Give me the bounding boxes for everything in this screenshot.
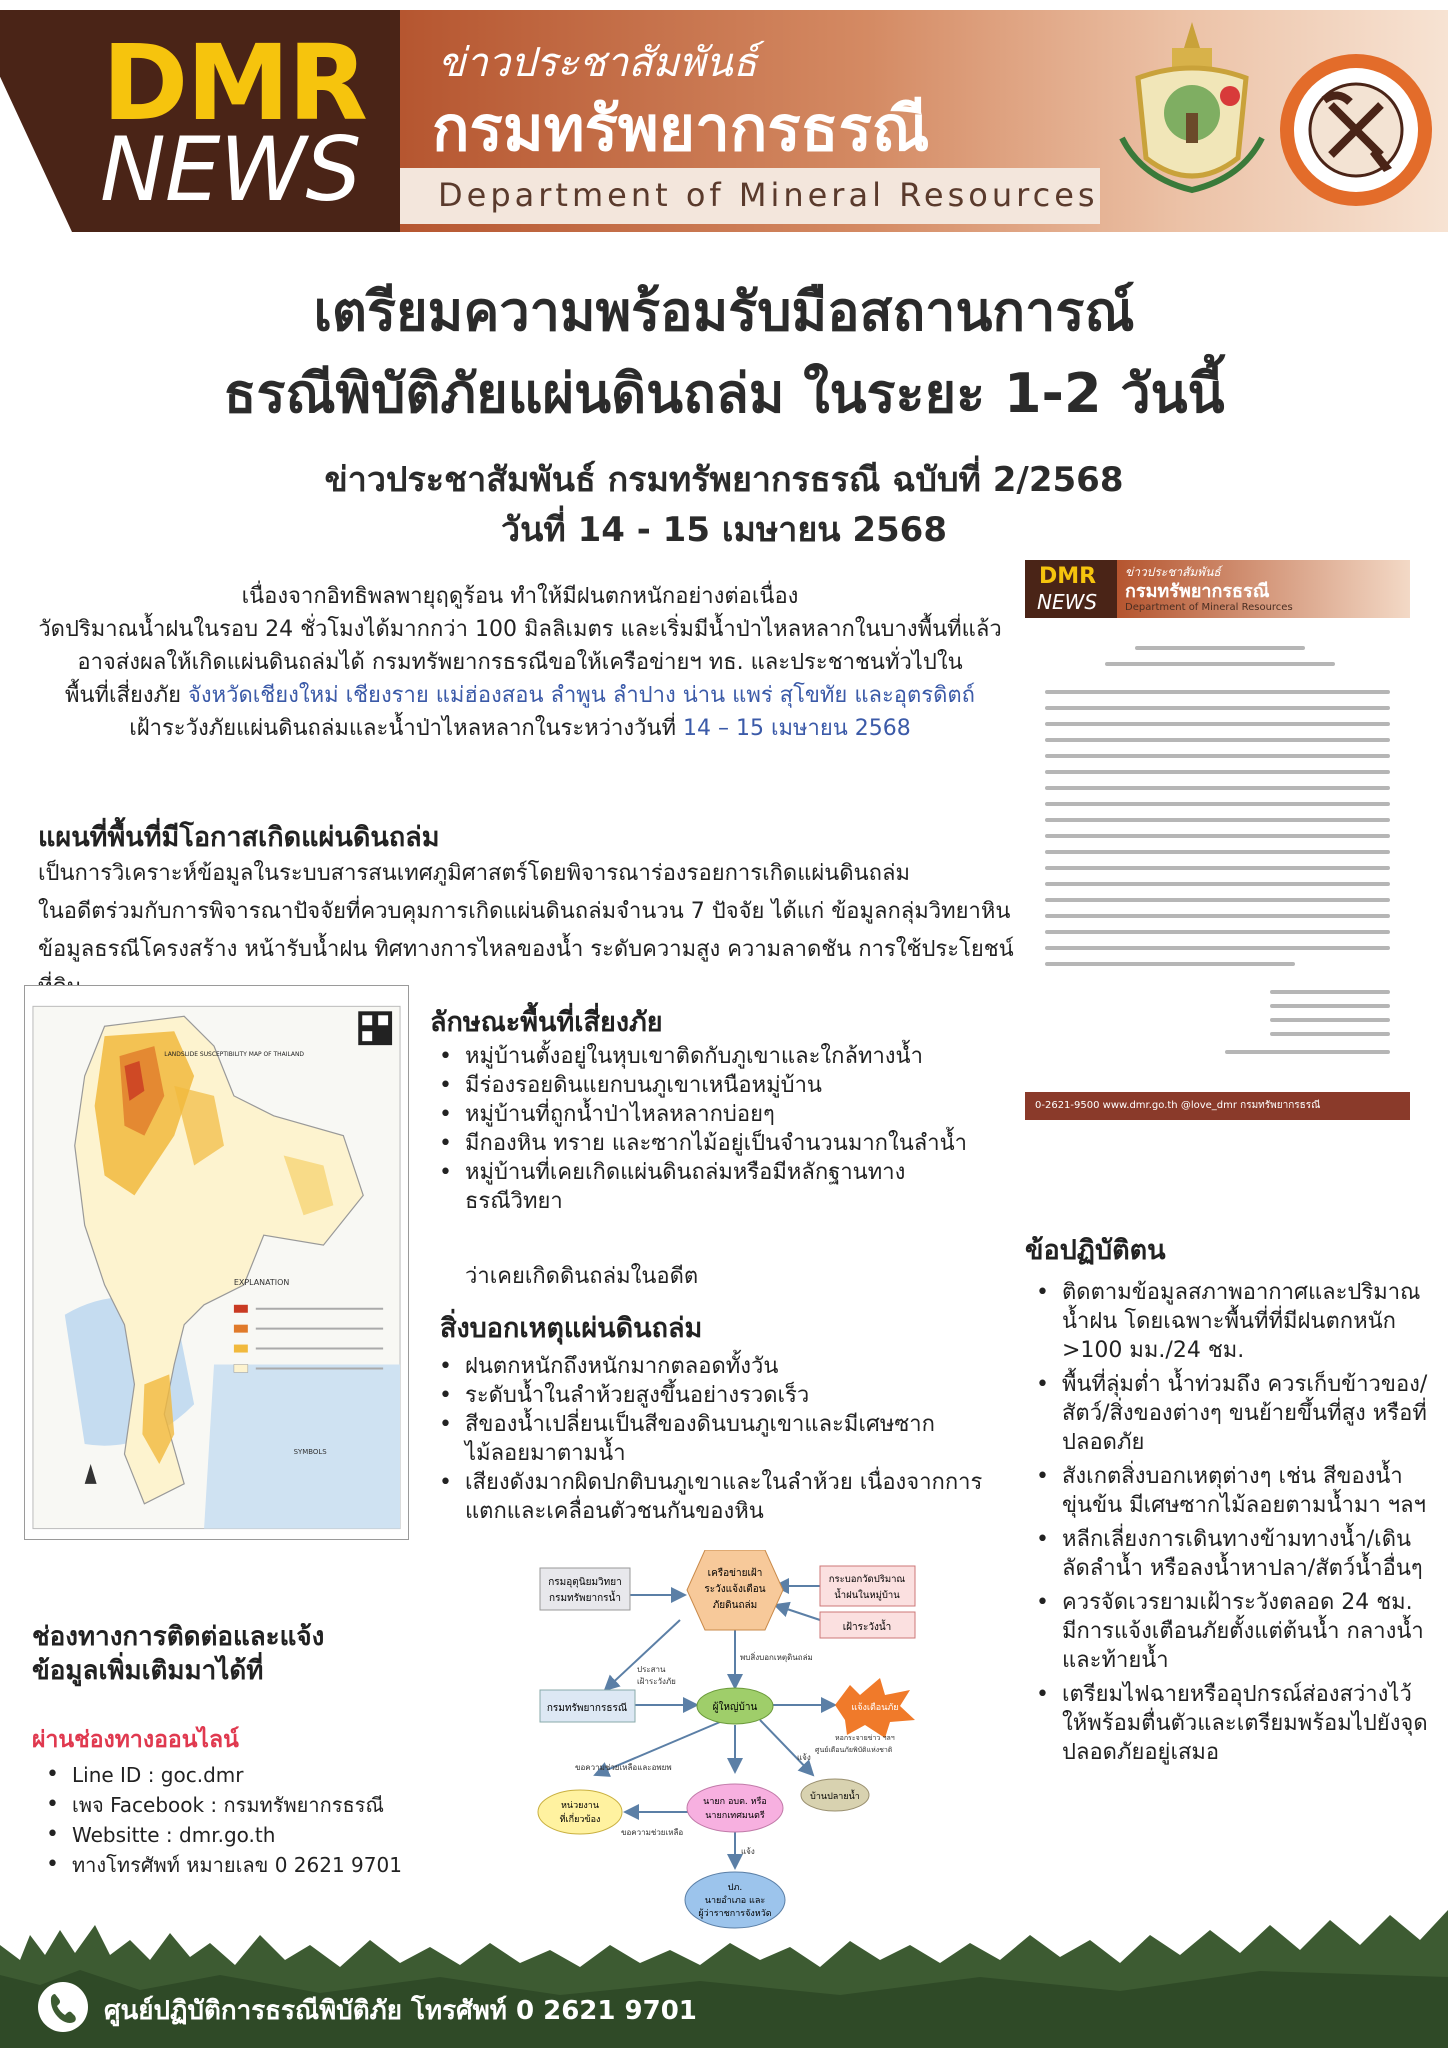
date-line: วันที่ 14 - 15 เมษายน 2568 [500,510,947,550]
thumbnail-text-line [1045,914,1390,918]
svg-text:นายก อบต. หรือ: นายก อบต. หรือ [703,1797,767,1807]
warning-signs-list [433,1352,993,1526]
svg-text:ผู้ว่าราชการจังหวัด: ผู้ว่าราชการจังหวัด [698,1909,772,1919]
thumbnail-text-line [1045,834,1390,838]
risk-areas-list [433,1042,988,1216]
safety-practice-heading: ข้อปฏิบัติตน [1025,1235,1166,1266]
contact-heading-line: ข้อมูลเพิ่มเติมมาได้ที่ [32,1656,264,1686]
flow-edge-label: ขอความช่วยเหลือและอพยพ [575,1763,672,1772]
svg-text:เครือข่ายเฝ้า: เครือข่ายเฝ้า [707,1568,763,1579]
svg-text:นายกเทศมนตรี: นายกเทศมนตรี [705,1811,765,1821]
map-title: LANDSLIDE SUSCEPTIBILITY MAP OF THAILAND [164,1051,305,1059]
svg-text:นายอำเภอ และ: นายอำเภอ และ [704,1896,766,1906]
list-item: • สังเกตสิ่งบอกเหตุต่างๆ เช่น สีของน้ำขุ่นข้น มีเศษซากไม้ลอยตามน้ำมา ฯลฯ [1030,1462,1430,1520]
svg-text:ระวังแจ้งเตือน: ระวังแจ้งเตือน [704,1584,766,1595]
flow-edge-label: แจ้ง [741,1847,755,1856]
svg-text:กรมอุตุนิยมวิทยา: กรมอุตุนิยมวิทยา [548,1577,622,1588]
thumbnail-text-line [1270,1004,1390,1008]
issue-line: ข่าวประชาสัมพันธ์ กรมทรัพยากรธรณี ฉบับที่ 2/2568 [324,460,1124,500]
main-title-line-1: เตรียมความพร้อมรับมือสถานการณ์ [313,280,1135,343]
flow-node-met-dept [540,1568,630,1610]
list-item: • มีร่องรอยดินแยกบนภูเขาเหนือหมู่บ้าน [433,1071,988,1100]
thumbnail-text-line [1045,930,1390,934]
list-item: • หมู่บ้านที่เคยเกิดแผ่นดินถล่มหรือมีหลักฐานทางธรณีวิทยา [433,1158,988,1216]
list-item: • ควรจัดเวรยามเฝ้าระวังตลอด 24 ชม. มีการแจ้งเตือนภัยตั้งแต่ต้นน้ำ กลางน้ำ และท้ายน้ำ [1030,1588,1430,1675]
thumbnail-text-line [1045,754,1390,758]
thumbnail-text-line [1045,866,1390,870]
list-item: • ติดตามข้อมูลสภาพอากาศและปริมาณน้ำฝน โดยเฉพาะพื้นที่ที่มีฝนตกหนัก >100 มม./24 ชม. [1030,1278,1430,1365]
thumbnail-logo [1025,560,1117,618]
list-item: • หลีกเลี่ยงการเดินทางข้ามทางน้ำ/เดินลัดลำน้ำ หรือลงน้ำหาปลา/สัตว์น้ำอื่นๆ [1030,1525,1430,1583]
online-channels-heading: ผ่านช่องทางออนไลน์ [32,1727,239,1753]
flow-node-dmr [540,1690,635,1722]
thumbnail-text-line [1045,722,1390,726]
svg-text:ปภ.: ปภ. [727,1883,743,1893]
svg-text:น้ำฝนในหมู่บ้าน: น้ำฝนในหมู่บ้าน [834,1590,900,1601]
thumbnail-subtitle: ข่าวประชาสัมพันธ์ [1125,565,1221,579]
list-item: • พื้นที่ลุ่มต่ำ น้ำท่วมถึง ควรเก็บข้าวของ/สัตว์/สิ่งของต่างๆ ขนย้ายขึ้นที่สูง หรือที่ปลอดภัย [1030,1370,1430,1457]
thumbnail-text-line [1045,738,1390,742]
thumbnail-text-line [1045,962,1295,966]
flow-edge-label: ขอความช่วยเหลือ [621,1828,684,1837]
contact-phone: • ทางโทรศัพท์ หมายเลข 0 2621 9701 [40,1850,440,1880]
newsletter-thumbnail [1025,560,1410,1125]
flow-node-water-watch [820,1612,915,1638]
risk-areas-heading: ลักษณะพื้นที่เสี่ยงภัย [430,1007,663,1038]
flow-edge-label: ศูนย์เตือนภัยพิบัติแห่งชาติ [815,1746,893,1754]
map-desc-line: เป็นการวิเคราะห์ข้อมูลในระบบสารสนเทศภูมิศาสตร์โดยพิจารณาร่องรอยการเกิดแผ่นดินถล่ม [38,861,910,886]
contact-list [40,1760,440,1880]
map-desc-line: ในอดีตร่วมกับการพิจารณาปัจจัยที่ควบคุมการเกิดแผ่นดินถล่มจำนวน 7 ปัจจัย ได้แก่ ข้อมูลกลุ่มวิทยาหิน [38,899,1011,924]
contact-website: • Websitte : dmr.go.th [40,1820,440,1850]
thumbnail-text-line [1105,662,1335,666]
intro-line: วัดปริมาณน้ำฝนในรอบ 24 ชั่วโมงได้มากกว่า 100 มิลลิเมตร และเริ่มมีน้ำป่าไหลหลากในบางพื้นที่แล้ว [38,617,1002,642]
list-item: • หมู่บ้านที่ถูกน้ำป่าไหลหลากบ่อยๆ [433,1100,988,1129]
thumbnail-text-line [1045,706,1390,710]
logo-dmr: DMR [102,22,366,144]
intro-line [20,712,1020,745]
thumbnail-text-line [1045,850,1390,854]
header-title: กรมทรัพยากรธรณี [432,92,930,165]
intro-line [20,679,1020,712]
thumbnail-logo-dmr: DMR [1039,564,1097,589]
svg-text:ผู้ใหญ่บ้าน: ผู้ใหญ่บ้าน [712,1702,758,1713]
header-department: Department of Mineral Resources [438,176,1099,214]
flow-node-rain-gauge [820,1566,915,1606]
header-subtitle: ข่าวประชาสัมพันธ์ [438,40,758,86]
warning-flowchart [535,1550,965,1930]
warning-signs-heading: สิ่งบอกเหตุแผ่นดินถล่ม [440,1313,703,1344]
intro-line: เนื่องจากอิทธิพลพายุฤดูร้อน ทำให้มีฝนตกหนักอย่างต่อเนื่อง [241,584,799,609]
ministry-emblem-icon [1112,18,1272,198]
thumbnail-text-line [1135,646,1305,650]
flow-node-alert [835,1678,915,1738]
flow-edge-label: แจ้ง [797,1753,811,1762]
contact-heading-line: ช่องทางการติดต่อและแจ้ง [32,1622,325,1652]
contact-heading [32,1620,392,1688]
list-item: • หมู่บ้านตั้งอยู่ในหุบเขาติดกับภูเขาและใกล้ทางน้ำ [433,1042,988,1071]
map-section-heading: แผนที่พื้นที่มีโอกาสเกิดแผ่นดินถล่ม [38,822,440,853]
map-symbols-title: SYMBOLS [293,1448,327,1456]
flow-node-network [687,1550,783,1630]
thumbnail-text-line [1225,1050,1390,1054]
main-title-line-2: ธรณีพิบัติภัยแผ่นดินถล่ม ในระยะ 1-2 วันนี้ [223,362,1225,425]
thumbnail-department: Department of Mineral Resources [1125,602,1293,613]
thumbnail-text-line [1045,818,1390,822]
thumbnail-logo-news: NEWS [1037,590,1098,614]
thumbnail-text-line [1045,898,1390,902]
phone-icon [38,1982,88,2032]
svg-text:กระบอกวัดปริมาณ: กระบอกวัดปริมาณ [828,1574,906,1585]
thumbnail-text-line [1270,1018,1390,1022]
landslide-susceptibility-map [24,985,409,1540]
list-item: • เตรียมไฟฉายหรืออุปกรณ์ส่องสว่างไว้ให้พร้อมตื่นตัวและเตรียมพร้อมไปยังจุดปลอดภัยอยู่เสมอ [1030,1680,1430,1767]
list-item: • เสียงดังมากผิดปกติบนภูเขาและในลำห้วย เนื่องจากการแตกและเคลื่อนตัวชนกันของหิน [433,1468,993,1526]
flow-edge-label: เฝ้าระวังภัย [637,1677,676,1686]
thumbnail-banner [1117,560,1410,618]
thumbnail-title: กรมทรัพยากรธรณี [1125,581,1270,602]
flow-edge-label: ประสาน [637,1665,666,1674]
intro-line: อาจส่งผลให้เกิดแผ่นดินถล่มได้ กรมทรัพยากรธรณีขอให้เครือข่ายฯ ทธ. และประชาชนทั่วไปใน [77,650,963,675]
thumbnail-text-line [1270,1032,1390,1036]
intro-text: เฝ้าระวังภัยแผ่นดินถล่มและน้ำป่าไหลหลากในระหว่างวันที่ [129,716,683,741]
flow-node-local-admin [687,1784,783,1832]
svg-text:เฝ้าระวังน้ำ: เฝ้าระวังน้ำ [842,1622,892,1633]
thumbnail-text-line [1045,786,1390,790]
intro-dates: 14 – 15 เมษายน 2568 [683,716,911,741]
logo-news: NEWS [100,118,361,221]
thumbnail-text-line [1045,946,1390,950]
thumbnail-text-line [1270,990,1390,994]
thumbnail-text-line [1045,882,1390,886]
svg-text:บ้านปลายน้ำ: บ้านปลายน้ำ [810,1792,860,1802]
list-item: • มีกองหิน ทราย และซากไม้อยู่เป็นจำนวนมากในลำน้ำ [433,1129,988,1158]
thumbnail-text-line [1045,770,1390,774]
list-item: • ระดับน้ำในลำห้วยสูงขึ้นอย่างรวดเร็ว [433,1381,993,1410]
intro-provinces: จังหวัดเชียงใหม่ เชียงราย แม่ฮ่องสอน ลำพูน ลำปาง น่าน แพร่ สุโขทัย และอุตรดิตถ์ [188,683,976,708]
flow-node-downstream [801,1779,869,1811]
thumbnail-text-line [1045,690,1390,694]
flow-node-village-head [697,1688,773,1724]
svg-text:กรมทรัพยากรน้ำ: กรมทรัพยากรน้ำ [549,1593,621,1604]
flow-edge-label: หอกระจายข่าว ฯลฯ [835,1734,895,1742]
svg-text:แจ้งเตือนภัย: แจ้งเตือนภัย [851,1703,899,1713]
list-item: • ฝนตกหนักถึงหนักมากตลอดทั้งวัน [433,1352,993,1381]
thumbnail-text-line [1045,802,1390,806]
svg-text:ภัยดินถล่ม: ภัยดินถล่ม [712,1600,758,1611]
dmr-seal-icon [1276,50,1436,210]
svg-text:ที่เกี่ยวข้อง: ที่เกี่ยวข้อง [559,1815,601,1825]
flow-node-agencies [538,1790,622,1834]
map-legend-title: EXPLANATION [233,1277,290,1287]
intro-paragraph [20,580,1020,745]
header-banner [0,0,1448,235]
risk-areas-continuation: ว่าเคยเกิดดินถล่มในอดีต [465,1264,699,1289]
svg-text:หน่วยงาน: หน่วยงาน [560,1801,600,1811]
footer-hotline: ศูนย์ปฏิบัติการธรณีพิบัติภัย โทรศัพท์ 0 2621 9701 [104,1996,697,2026]
intro-text: พื้นที่เสี่ยงภัย [64,683,188,708]
list-item: • สีของน้ำเปลี่ยนเป็นสีของดินบนภูเขาและมีเศษซากไม้ลอยมาตามน้ำ [433,1410,993,1468]
thumbnail-header [1025,560,1410,618]
safety-practice-list [1030,1278,1430,1772]
contact-line-id: • Line ID : goc.dmr [40,1760,440,1790]
flow-edge-label: พบสิ่งบอกเหตุดินถล่ม [740,1653,813,1662]
thumbnail-footer: 0-2621-9500 www.dmr.go.th @love_dmr กรมทรัพยากรธรณี [1025,1092,1410,1120]
map-desc-line: ข้อมูลธรณีโครงสร้าง หน้ารับน้ำฝน ทิศทางการไหลของน้ำ ระดับความสูง ความลาดชัน การใช้ประโยชน์ [38,937,1014,962]
contact-facebook: • เพจ Facebook : กรมทรัพยากรธรณี [40,1790,440,1820]
svg-text:กรมทรัพยากรธรณี: กรมทรัพยากรธรณี [546,1703,628,1714]
